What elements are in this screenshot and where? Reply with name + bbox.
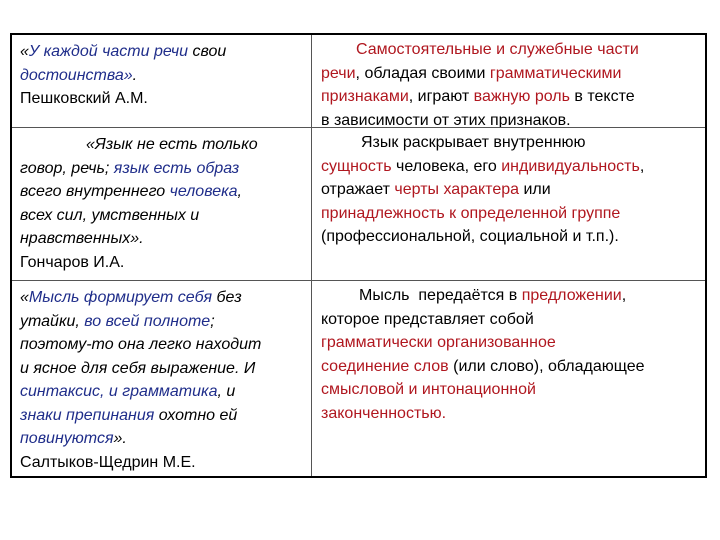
explanation-line <box>321 355 699 379</box>
text-segment: (профессиональной, социальной и т.п.). <box>321 228 619 245</box>
text-segment: нравственных». <box>20 230 144 247</box>
text-segment: , <box>237 183 242 200</box>
text-segment: , и <box>217 383 236 400</box>
text-segment: или <box>519 181 551 198</box>
explanation-line <box>321 331 699 355</box>
highlighted-text: индивидуальность <box>501 157 640 175</box>
text-segment: , играют <box>408 88 474 105</box>
quote-line <box>20 40 305 64</box>
quote-line <box>20 157 305 181</box>
quote-author: Гончаров И.А. <box>20 253 125 271</box>
highlighted-text: во всей полноте <box>84 312 211 330</box>
highlighted-text: принадлежность к определенной группе <box>321 204 621 222</box>
text-segment: , обладая своими <box>355 64 490 82</box>
text-segment: и ясное для себя выражение. И <box>20 359 256 377</box>
highlighted-text: Самостоятельные и служебные части <box>356 41 639 58</box>
text-segment: ». <box>113 430 127 447</box>
explanation-line <box>321 308 699 332</box>
text-segment: свои <box>188 43 227 60</box>
quote-line <box>20 204 305 228</box>
explanation-line <box>321 178 699 202</box>
highlighted-text: повинуются <box>20 430 114 447</box>
highlighted-text: сущность <box>321 157 392 175</box>
quote-line <box>20 180 305 204</box>
text-segment: . <box>132 66 138 84</box>
quote-line <box>20 380 305 404</box>
text-segment: в зависимости от этих признаков. <box>321 111 571 128</box>
text-segment: отражает <box>321 181 395 198</box>
quote-author: Пешковский А.М. <box>20 90 148 107</box>
comparison-table <box>10 33 707 478</box>
highlighted-text: законченностью. <box>321 404 447 422</box>
quote-line <box>20 333 305 357</box>
text-segment: утайки, <box>20 312 85 330</box>
quote-line <box>20 133 305 157</box>
quote-line <box>20 227 305 251</box>
explanation-cell-language <box>312 128 705 281</box>
quote-cell-goncharov <box>12 128 312 281</box>
text-segment: « <box>20 289 29 306</box>
highlighted-text: предложении <box>521 287 622 304</box>
explanation-line <box>321 109 699 129</box>
quote-cell-saltykov <box>12 281 312 476</box>
explanation-line <box>321 378 699 402</box>
text-segment: поэтому-то она легко находит <box>20 336 262 353</box>
quote-author: Салтыков-Щедрин М.Е. <box>20 453 196 471</box>
text-segment: всех сил, умственных и <box>20 206 200 224</box>
explanation-line <box>321 62 699 86</box>
explanation-line <box>321 38 699 62</box>
quote-line <box>20 427 305 451</box>
highlighted-text: человека <box>169 183 238 200</box>
highlighted-text: синтаксис, и грамматика <box>20 383 218 400</box>
quote-line <box>20 286 305 310</box>
explanation-line <box>321 202 699 226</box>
text-segment: без <box>212 289 242 306</box>
highlighted-text: соединение слов <box>321 357 449 375</box>
highlighted-text: У каждой части речи <box>28 43 189 60</box>
text-segment: всего внутреннего <box>20 183 170 200</box>
highlighted-text: черты характера <box>394 181 520 198</box>
highlighted-text: важную роль <box>473 88 570 105</box>
text-segment: которое представляет собой <box>321 310 534 328</box>
highlighted-text: достоинства» <box>20 66 133 84</box>
explanation-line <box>321 284 699 308</box>
explanation-cell-thought <box>312 281 705 476</box>
text-segment: Язык раскрывает внутреннюю <box>361 134 586 151</box>
highlighted-text: знаки препинания <box>20 406 155 424</box>
highlighted-text: грамматическими <box>489 64 622 82</box>
text-segment: , <box>639 157 645 175</box>
highlighted-text: грамматически организованное <box>321 334 556 351</box>
explanation-line <box>321 131 699 155</box>
highlighted-text: смысловой и интонационной <box>321 381 536 398</box>
highlighted-text: Мысль формирует себя <box>28 289 213 306</box>
highlighted-text: признаками <box>321 88 409 105</box>
highlighted-text: язык есть образ <box>113 159 240 177</box>
explanation-line <box>321 85 699 109</box>
text-segment: «Язык не есть только <box>86 136 258 153</box>
text-segment: , <box>621 287 627 304</box>
highlighted-text: речи <box>321 64 356 82</box>
text-segment: ; <box>210 312 215 330</box>
text-segment: в тексте <box>569 88 635 105</box>
quote-line <box>20 404 305 428</box>
text-segment: человека, его <box>391 157 502 175</box>
text-segment: говор, речь; <box>20 159 114 177</box>
explanation-cell-parts-of-speech <box>312 35 705 128</box>
text-segment: (или слово), обладающее <box>448 357 645 375</box>
text-segment: « <box>20 43 29 60</box>
quote-line <box>20 64 305 88</box>
explanation-line <box>321 225 699 249</box>
quote-line <box>20 310 305 334</box>
explanation-line <box>321 155 699 179</box>
quote-cell-peshkovsky <box>12 35 312 128</box>
text-segment: Мысль передаётся в <box>359 287 522 304</box>
explanation-line <box>321 402 699 426</box>
text-segment: охотно ей <box>154 406 238 424</box>
quote-line <box>20 357 305 381</box>
